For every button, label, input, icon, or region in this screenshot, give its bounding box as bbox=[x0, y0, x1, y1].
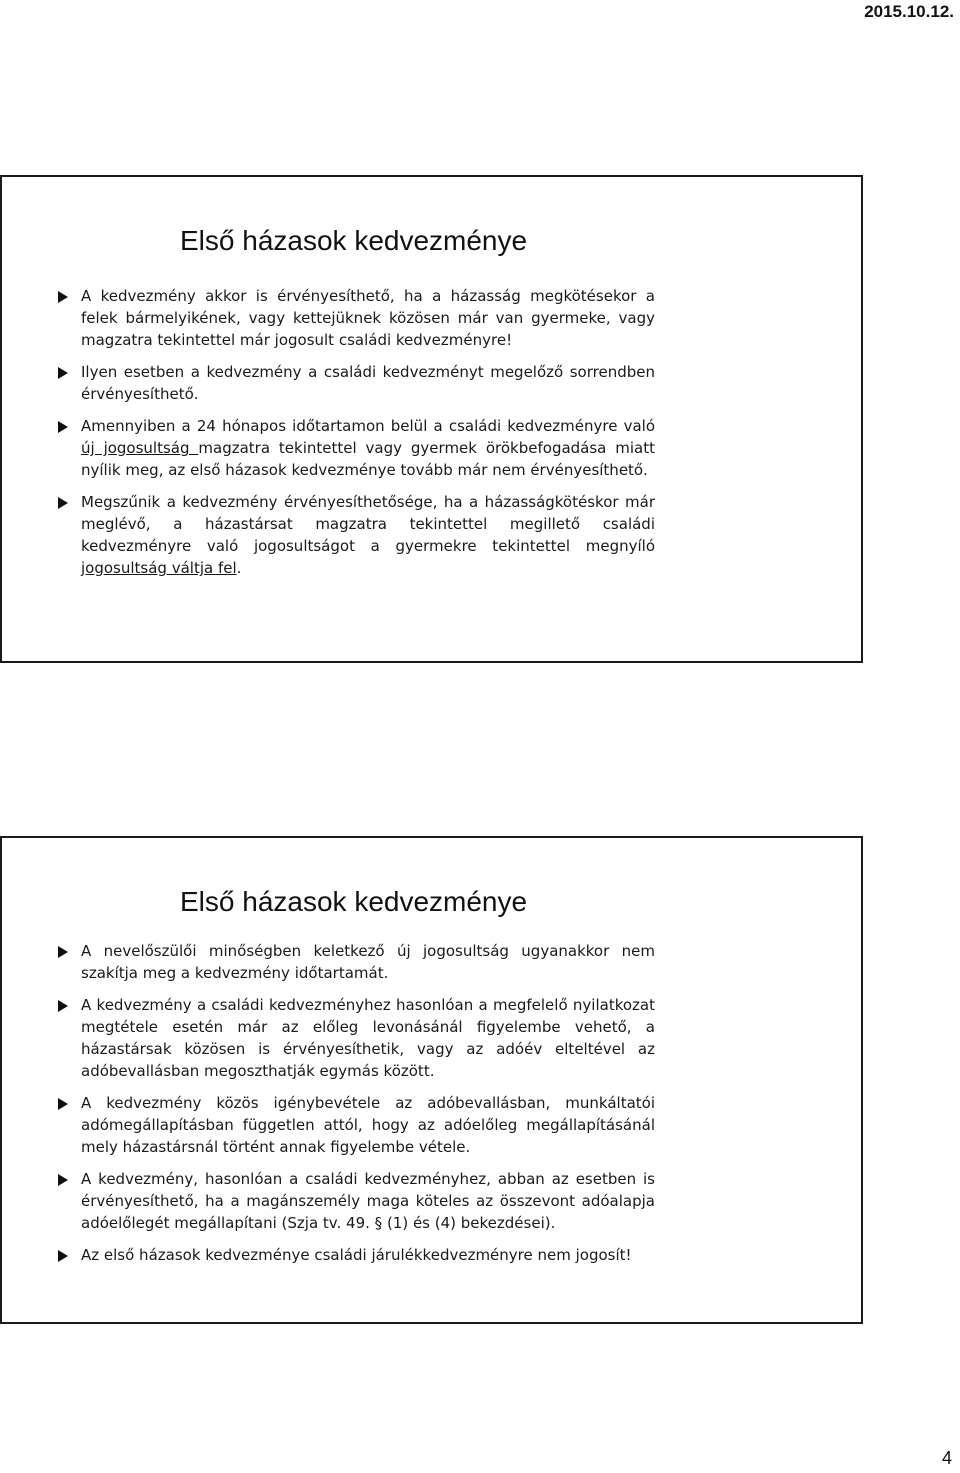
bullet-text: Megszűnik a kedvezmény érvényesíthetősége, ha a házasságkötéskor már meglévő, a házastársat magzatra tekintettel megillető családi kedvezményre való jogosultságot a gyermekre tekintettel megnyíló bbox=[81, 493, 655, 555]
underlined-text: új jogosultság bbox=[81, 439, 199, 457]
bullet-text: A nevelőszülői minőségben keletkező új jogosultság ugyanakkor nem szakítja meg a kedvezmény időtartamát. bbox=[81, 942, 655, 982]
bullet-item bbox=[55, 994, 655, 1082]
bullet-triangle-icon bbox=[58, 421, 68, 433]
bullet-triangle-icon bbox=[58, 1174, 68, 1186]
bullet-item bbox=[55, 285, 655, 351]
slide-title: Első házasok kedvezménye bbox=[180, 225, 528, 256]
bullet-list bbox=[55, 285, 655, 589]
bullet-triangle-icon bbox=[58, 1000, 68, 1012]
bullet-triangle-icon bbox=[58, 367, 68, 379]
bullet-item bbox=[55, 361, 655, 405]
bullet-list bbox=[55, 940, 655, 1276]
bullet-text: Amennyiben a 24 hónapos időtartamon belül a családi kedvezményre való bbox=[81, 417, 655, 435]
bullet-triangle-icon bbox=[58, 1250, 68, 1262]
bullet-text: A kedvezmény közös igénybevétele az adóbevallásban, munkáltatói adómegállapításban független attól, hogy az adóelőleg megállapításánál mely házastársnál történt annak figyelembe vétele. bbox=[81, 1094, 655, 1156]
slide-title: Első házasok kedvezménye bbox=[180, 886, 528, 917]
bullet-item bbox=[55, 1168, 655, 1234]
bullet-text: A kedvezmény, hasonlóan a családi kedvezményhez, abban az esetben is érvényesíthető, ha a magánszemély maga köteles az összevont adóalapja adóelőlegét megállapítani (Szja tv. 49. § (1) és (4) bekezdései). bbox=[81, 1170, 655, 1232]
bullet-item bbox=[55, 940, 655, 984]
bullet-triangle-icon bbox=[58, 946, 68, 958]
bullet-text: A kedvezmény akkor is érvényesíthető, ha a házasság megkötésekor a felek bármelyikének, vagy kettejüknek közösen már van gyermeke, vagy magzatra tekintettel már jogosult családi kedvezményre! bbox=[81, 287, 655, 349]
slide-1 bbox=[0, 175, 863, 663]
bullet-text: A kedvezmény a családi kedvezményhez hasonlóan a megfelelő nyilatkozat megtétele esetén már az előleg levonásánál figyelembe vehető, a házastársak közösen is érvényesíthetik, vagy az adóév elteltével az adóbevallásban megoszthatják egymás között. bbox=[81, 996, 655, 1080]
bullet-item bbox=[55, 415, 655, 481]
page-date: 2015.10.12. bbox=[864, 2, 954, 21]
bullet-item bbox=[55, 1092, 655, 1158]
bullet-text: Az első házasok kedvezménye családi járulékkedvezményre nem jogosít! bbox=[81, 1246, 632, 1264]
bullet-triangle-icon bbox=[58, 1098, 68, 1110]
slide-2 bbox=[0, 836, 863, 1324]
bullet-text: . bbox=[236, 559, 242, 577]
bullet-text: magzatra tekintettel vagy gyermek örökbefogadása miatt nyílik meg, az első házasok kedvezménye tovább már nem érvényesíthető. bbox=[81, 439, 655, 479]
bullet-triangle-icon bbox=[58, 291, 68, 303]
page-number: 4 bbox=[941, 1448, 952, 1468]
bullet-text: Ilyen esetben a kedvezmény a családi kedvezményt megelőző sorrendben érvényesíthető. bbox=[81, 363, 655, 403]
bullet-item bbox=[55, 1244, 655, 1266]
bullet-item bbox=[55, 491, 655, 579]
bullet-triangle-icon bbox=[58, 497, 68, 509]
underlined-text: jogosultság váltja fel bbox=[81, 559, 237, 577]
